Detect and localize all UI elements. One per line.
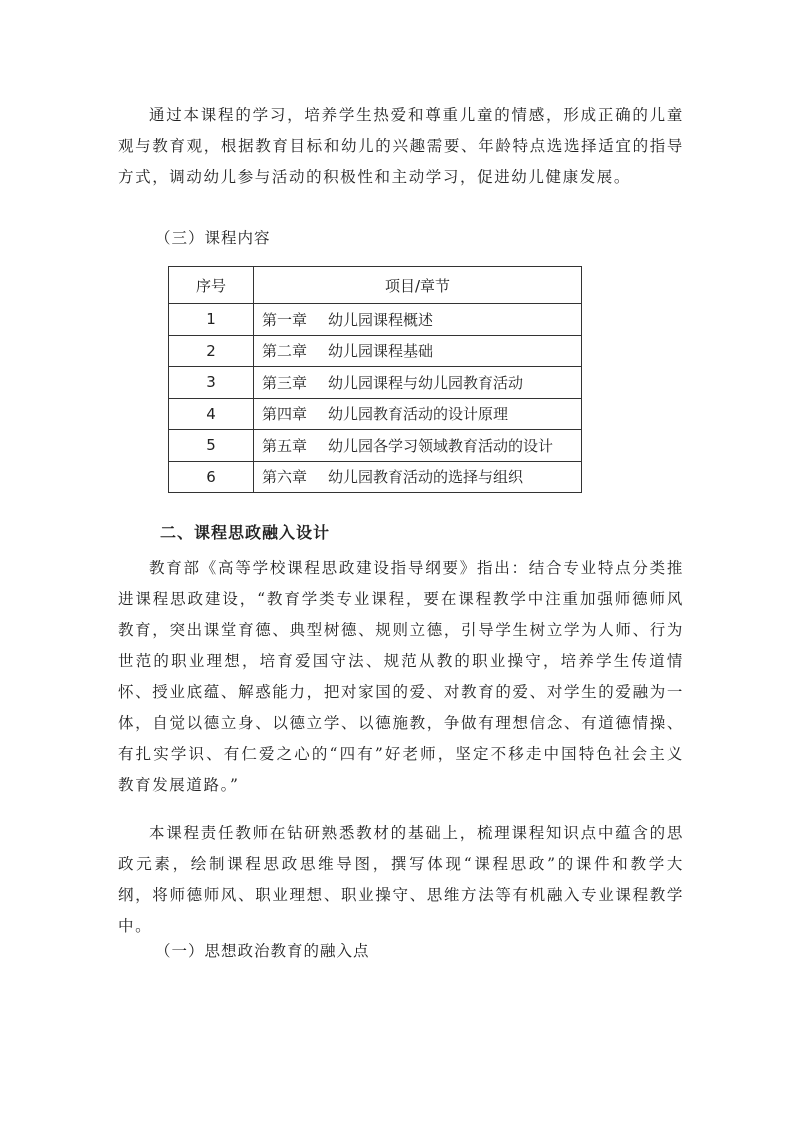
row-no: 2 xyxy=(169,335,254,367)
row-no: 1 xyxy=(169,304,254,336)
row-no: 6 xyxy=(169,461,254,493)
chapter-title: 幼儿园教育活动的选择与组织 xyxy=(328,468,524,487)
chapter-label: 第四章 xyxy=(262,405,308,424)
table-header-row xyxy=(169,267,582,304)
chapter-label: 第三章 xyxy=(262,373,308,392)
table-row xyxy=(169,398,582,430)
chapter-label: 第二章 xyxy=(262,342,308,361)
chapter-title: 幼儿园课程与幼儿园教育活动 xyxy=(328,373,524,392)
paragraph-teacher-work: 本课程责任教师在钻研熟悉教材的基础上，梳理课程知识点中蕴含的思政元素，绘制课程思政思维导图，撰写体现“课程思政”的课件和教学大纲，将师德师风、职业理想、职业操守、思维方法等有机融入专业课程教学中。 xyxy=(118,824,684,935)
row-chapter xyxy=(254,398,582,430)
course-content-table xyxy=(168,266,582,493)
part-heading-ideological-design: 二、课程思政融入设计 xyxy=(160,523,331,542)
section-heading-course-content: （三）课程内容 xyxy=(155,229,271,247)
chapter-label: 第五章 xyxy=(262,436,308,455)
row-no: 4 xyxy=(169,398,254,430)
chapter-title: 幼儿园教育活动的设计原理 xyxy=(328,405,509,424)
row-chapter xyxy=(254,430,582,462)
table-row xyxy=(169,304,582,336)
row-chapter xyxy=(254,367,582,399)
table-row xyxy=(169,335,582,367)
header-chapter: 项目/章节 xyxy=(254,267,582,304)
intro-paragraph: 通过本课程的学习，培养学生热爱和尊重儿童的情感，形成正确的儿童观与教育观，根据教育目标和幼儿的兴趣需要、年龄特点选选择适宜的指导方式，调动幼儿参与活动的积极性和主动学习，促进幼儿健康发展。 xyxy=(118,106,684,186)
chapter-title: 幼儿园课程概述 xyxy=(328,310,434,329)
chapter-title: 幼儿园课程基础 xyxy=(328,342,434,361)
row-no: 5 xyxy=(169,430,254,462)
chapter-title: 幼儿园各学习领域教育活动的设计 xyxy=(328,436,554,455)
row-chapter xyxy=(254,304,582,336)
section-heading-integration-points: （一）思想政治教育的融入点 xyxy=(155,942,370,960)
chapter-label: 第一章 xyxy=(262,310,308,329)
header-no: 序号 xyxy=(169,267,254,304)
row-no: 3 xyxy=(169,367,254,399)
row-chapter xyxy=(254,461,582,493)
row-chapter xyxy=(254,335,582,367)
paragraph-guideline-quote: 教育部《高等学校课程思政建设指导纲要》指出：结合专业特点分类推进课程思政建设，“教育学类专业课程，要在课程教学中注重加强师德师风教育，突出课堂育德、典型树德、规则立德，引导学生树立学为人师、行为世范的职业理想，培育爱国守法、规范从教的职业操守，培养学生传道情怀、授业底蕴、解惑能力，把对家国的爱、对教育的爱、对学生的爱融为一体，自觉以德立身、以德立学、以德施教，争做有理想信念、有道德情操、有扎实学识、有仁爱之心的“四有”好老师，坚定不移走中国特色社会主义教育发展道路。” xyxy=(118,559,684,794)
table-row xyxy=(169,367,582,399)
chapter-label: 第六章 xyxy=(262,468,308,487)
table-row xyxy=(169,430,582,462)
table-row xyxy=(169,461,582,493)
